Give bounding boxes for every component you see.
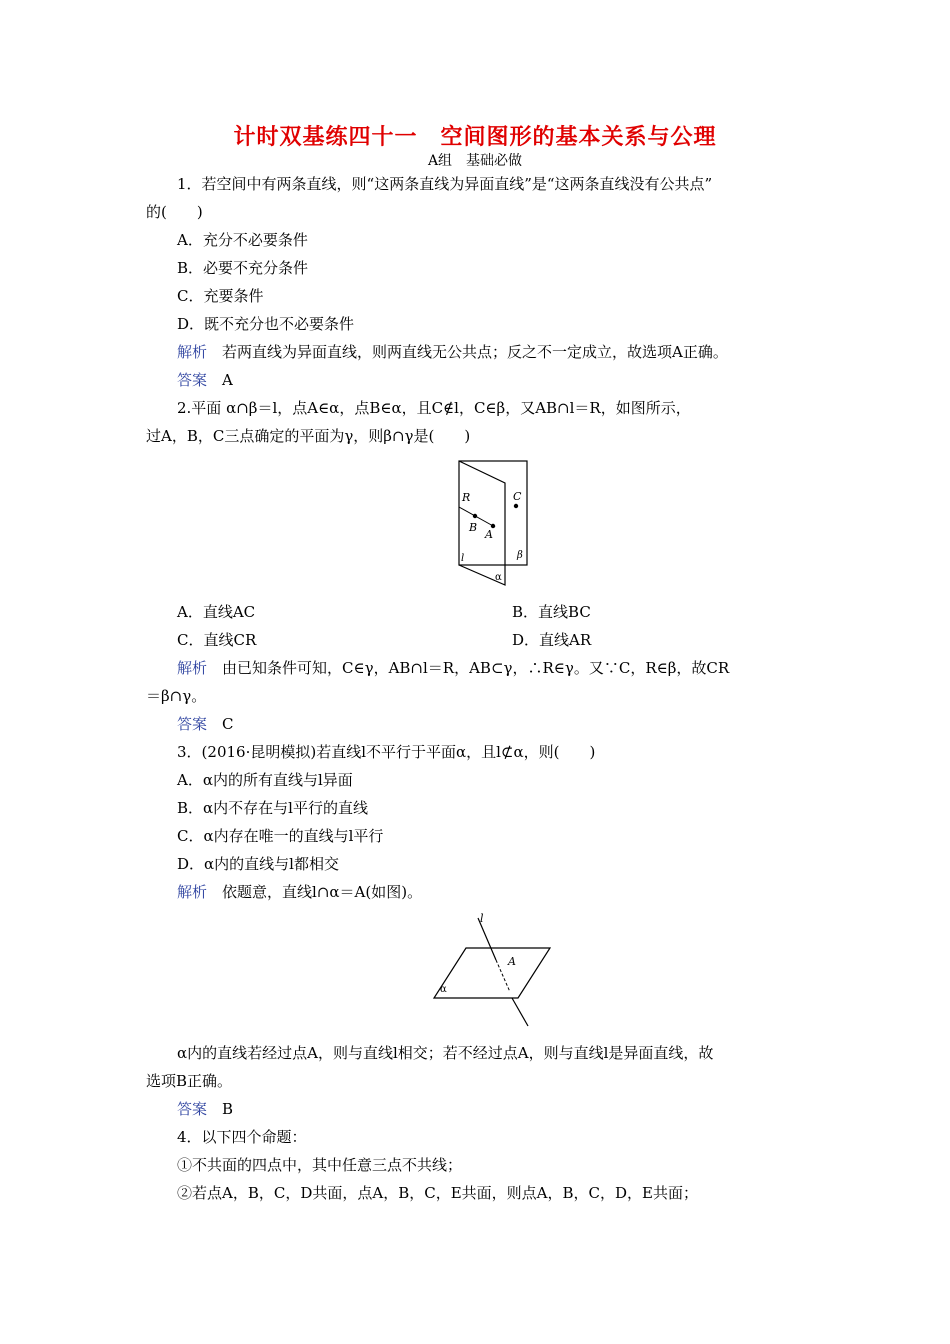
q1-answer-label: 答案 [177, 371, 208, 389]
q1-option-c: C．充要条件 [177, 287, 264, 305]
q1-analysis [177, 342, 728, 362]
label-alpha: α [495, 572, 502, 583]
q1-answer-value: A [222, 371, 233, 389]
q2-option-b: B．直线BC [512, 603, 591, 621]
q1-option-a: A．充分不必要条件 [177, 231, 308, 249]
q2-answer [177, 714, 234, 734]
label-beta: β [517, 550, 523, 561]
q2-analysis-line2: ＝β∩γ。 [146, 687, 207, 705]
point-b [473, 514, 477, 518]
q2-answer-value: C [222, 715, 234, 733]
q4-stem: 4．以下四个命题： [177, 1128, 307, 1146]
q3-answer-value: B [222, 1100, 234, 1118]
point-c [514, 504, 518, 508]
q2-answer-label: 答案 [177, 715, 208, 733]
q2-option-d: D．直线AR [512, 631, 592, 649]
q1-stem-line1: 1．若空间中有两条直线，则“这两条直线为异面直线”是“这两条直线没有公共点” [177, 175, 713, 193]
q4-proposition-1: ①不共面的四点中，其中任意三点不共线； [177, 1156, 463, 1174]
q1-stem-line2: 的( ) [146, 203, 203, 221]
label-a: A [485, 528, 493, 541]
q3-continuation-line2: 选项B正确。 [146, 1072, 233, 1090]
q3-option-c: C．α内存在唯一的直线与l平行 [177, 827, 384, 845]
q1-option-d: D．既不充分也不必要条件 [177, 315, 355, 333]
label-c: C [513, 490, 522, 503]
q4-proposition-2: ②若点A，B，C，D共面，点A，B，C，E共面，则点A，B，C，D，E共面； [177, 1184, 698, 1202]
label-l: l [461, 553, 465, 564]
q2-stem-line2: 过A，B，C三点确定的平面为γ，则β∩γ是( ) [146, 427, 471, 445]
q2-stem-line1: 2.平面 α∩β＝l，点A∈α，点B∈α，且C∉l，C∈β，又AB∩l＝R，如图所示， [177, 399, 691, 417]
page-title: 计时双基练四十一 空间图形的基本关系与公理 [233, 124, 717, 150]
line-l-lower [512, 998, 528, 1026]
label-a: A [508, 955, 516, 968]
label-l: l [480, 912, 484, 925]
q2-analysis-text: 由已知条件可知，C∈γ，AB∩l＝R，AB⊂γ，∴R∈γ。又∵C，R∈β，故CR [222, 659, 730, 677]
q3-analysis-text: 依题意，直线l∩α＝A(如图)。 [222, 883, 423, 901]
q1-option-b: B．必要不充分条件 [177, 259, 309, 277]
q3-continuation-line1: α内的直线若经过点A，则与直线l相交；若不经过点A，则与直线l是异面直线，故 [177, 1044, 714, 1062]
label-r: R [462, 491, 471, 504]
q3-option-b: B．α内不存在与l平行的直线 [177, 799, 368, 817]
plane-alpha-outline [459, 461, 505, 585]
q2-planes-figure [445, 455, 545, 595]
q2-analysis [177, 658, 729, 678]
q3-answer [177, 1099, 233, 1119]
q2-option-c: C．直线CR [177, 631, 257, 649]
q1-answer [177, 370, 233, 390]
plane-alpha-outline [434, 948, 550, 998]
q1-analysis-label: 解析 [177, 343, 208, 361]
q3-option-d: D．α内的直线与l都相交 [177, 855, 339, 873]
label-alpha: α [440, 984, 447, 995]
label-b: B [469, 521, 478, 534]
q3-stem: 3．(2016·昆明模拟)若直线l不平行于平面α，且l⊄α，则( ) [177, 743, 596, 761]
q3-analysis [177, 882, 422, 902]
q3-analysis-label: 解析 [177, 883, 208, 901]
q2-analysis-label: 解析 [177, 659, 208, 677]
q3-option-a: A．α内的所有直线与l异面 [177, 771, 353, 789]
q3-answer-label: 答案 [177, 1100, 208, 1118]
q1-analysis-text: 若两直线为异面直线，则两直线无公共点；反之不一定成立，故选项A正确。 [222, 343, 728, 361]
q3-line-plane-figure [428, 910, 558, 1030]
section-subtitle: A组 基础必做 [427, 153, 523, 169]
q2-option-a: A．直线AC [177, 603, 256, 621]
